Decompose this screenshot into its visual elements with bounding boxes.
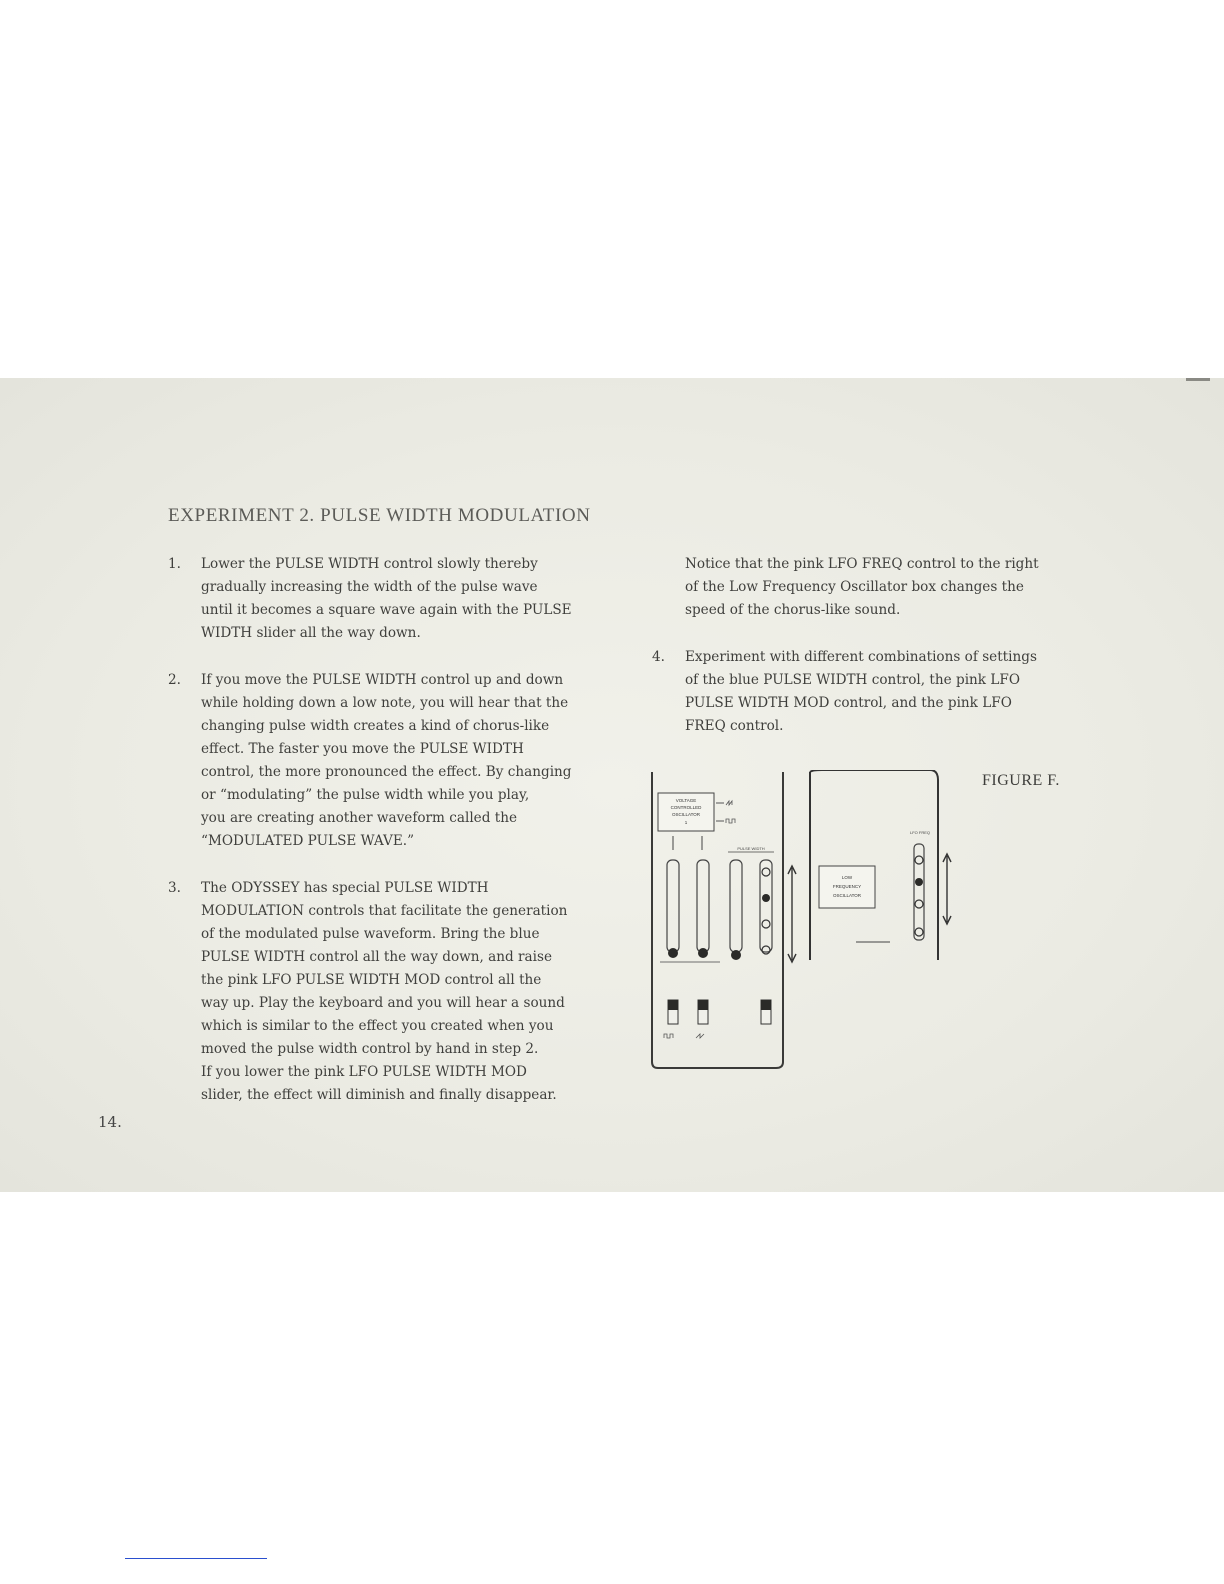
lfo-freq-label: LFO FREQ	[909, 830, 931, 835]
slider-track-2	[697, 860, 709, 952]
slider-ghost-knob	[762, 920, 770, 928]
slider-track-pw	[730, 860, 742, 952]
text-line: “MODULATED PULSE WAVE.”	[201, 833, 415, 849]
switch-3-lever	[761, 1000, 771, 1010]
text-line: MODULATION controls that facilitate the generation	[201, 903, 568, 919]
slider-knob-2	[698, 948, 708, 958]
slider-track-1	[667, 860, 679, 952]
saw-wave-small-icon	[696, 1034, 704, 1038]
text-line: while holding down a low note, you will hear that the	[201, 695, 569, 711]
text-line: moved the pulse width control by hand in step 2.	[201, 1041, 539, 1057]
switch-2-lever	[698, 1000, 708, 1010]
experiment-heading: EXPERIMENT 2. PULSE WIDTH MODULATION	[168, 505, 591, 526]
text-line: or “modulating” the pulse width while you play,	[201, 787, 530, 803]
pulse-width-label: PULSE WIDTH	[737, 846, 765, 851]
step-text	[201, 553, 572, 645]
text-line: the pink LFO PULSE WIDTH MOD control all the	[201, 972, 542, 988]
page-number: 14.	[98, 1113, 122, 1131]
text-line: If you lower the pink LFO PULSE WIDTH MOD	[201, 1064, 527, 1080]
text-line: way up. Play the keyboard and you will hear a sound	[201, 995, 565, 1011]
text-line: speed of the chorus-like sound.	[685, 602, 901, 618]
text-line: changing pulse width creates a kind of chorus-like	[201, 718, 550, 734]
text-line: PULSE WIDTH control all the way down, and raise	[201, 949, 553, 965]
text-line: which is similar to the effect you created when you	[201, 1018, 554, 1034]
vco-label-3: OSCILLATOR	[671, 812, 701, 817]
lfo-ghost-knob	[915, 900, 923, 908]
vco-label-4: 1	[684, 820, 688, 825]
pulse-wave-icon	[726, 819, 735, 823]
slider-ghost-knob	[762, 868, 770, 876]
scan-edge-mark	[1186, 378, 1210, 381]
figure-label: FIGURE F.	[982, 772, 1060, 789]
lfo-label-2: FREQUENCY	[832, 884, 862, 889]
step-number: 3.	[168, 880, 181, 896]
bottom-link-line	[125, 1558, 267, 1559]
slider-knob-1	[668, 948, 678, 958]
slider-ghost-knob	[762, 946, 770, 954]
text-line: gradually increasing the width of the pulse wave	[201, 579, 538, 595]
slider-knob-lfo-pw-mod	[762, 894, 770, 902]
step-text	[685, 646, 1037, 738]
text-line: until it becomes a square wave again with the PULSE	[201, 602, 572, 618]
text-line: control, the more pronounced the effect. By changing	[201, 764, 572, 780]
slider-knob-pw	[731, 950, 741, 960]
text-line: WIDTH slider all the way down.	[201, 625, 421, 641]
saw-wave-icon	[726, 801, 732, 805]
square-wave-icon	[664, 1034, 673, 1038]
text-line: The ODYSSEY has special PULSE WIDTH	[201, 880, 489, 896]
lfo-label-3: OSCILLATOR	[832, 893, 862, 898]
text-line: of the Low Frequency Oscillator box changes the	[685, 579, 1024, 595]
text-line: Lower the PULSE WIDTH control slowly thereby	[201, 556, 538, 572]
vco-label-1: VOLTAGE	[675, 798, 697, 803]
text-line: If you move the PULSE WIDTH control up and down	[201, 672, 564, 688]
text-line: of the blue PULSE WIDTH control, the pink LFO	[685, 672, 1020, 688]
lfo-label-1: LOW	[841, 875, 853, 880]
step-number: 4.	[652, 649, 665, 665]
lfo-ghost-knob	[915, 928, 923, 936]
right-panel-outline	[810, 770, 938, 960]
switch-1-lever	[668, 1000, 678, 1010]
step-number: 2.	[168, 672, 181, 688]
notice-paragraph	[685, 553, 1105, 622]
text-line: Experiment with different combinations of settings	[685, 649, 1037, 665]
text-line: Notice that the pink LFO FREQ control to the right	[685, 556, 1039, 572]
text-line: PULSE WIDTH MOD control, and the pink LFO	[685, 695, 1012, 711]
step-text	[201, 669, 572, 853]
figure-f-diagram	[646, 770, 956, 1075]
lfo-ghost-knob	[915, 856, 923, 864]
vco-label-2: CONTROLLED	[670, 805, 702, 810]
lfo-freq-knob	[915, 878, 923, 886]
text-line: slider, the effect will diminish and finally disappear.	[201, 1087, 557, 1103]
text-line: FREQ control.	[685, 718, 784, 734]
step-text	[201, 877, 567, 1107]
text-line: effect. The faster you move the PULSE WIDTH	[201, 741, 524, 757]
step-number: 1.	[168, 556, 181, 572]
text-line: you are creating another waveform called the	[201, 810, 518, 826]
text-line: of the modulated pulse waveform. Bring the blue	[201, 926, 540, 942]
